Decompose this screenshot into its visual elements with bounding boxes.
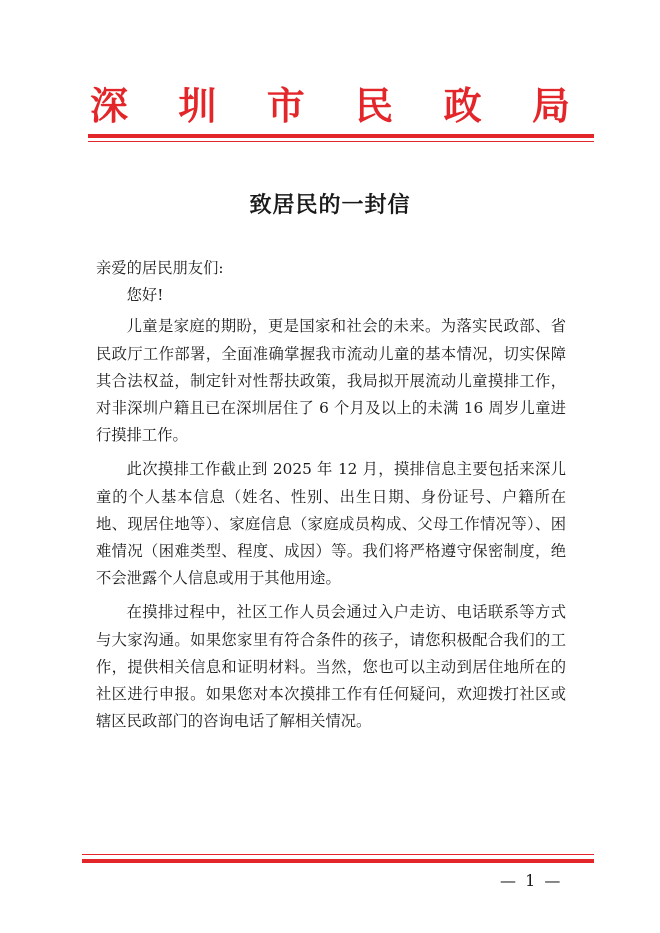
greeting: 您好!: [126, 286, 164, 305]
letter-title: 致居民的一封信: [249, 192, 411, 218]
letterhead-char: 民: [355, 83, 394, 128]
header-rule-thin: [88, 141, 594, 142]
paragraph: 在摸排过程中，社区工作人员会通过入户走访、电话联系等方式与大家沟通。如果您家里有符合条件的孩子，请您积极配合我们的工作，提供相关信息和证明材料。当然，您也可以主动到居住地所在的社区进行申报。如果您对本次摸排工作有任何疑问，欢迎拨打社区或辖区民政部门的咨询电话了解相关情况。: [96, 603, 566, 731]
header-rule-thick: [88, 134, 594, 138]
letterhead-char: 深: [90, 83, 129, 128]
letter-body: [96, 255, 566, 742]
page-number: — 1 —: [500, 871, 563, 890]
letterhead-char: 市: [266, 83, 305, 128]
letterhead: [90, 82, 570, 130]
letterhead-char: 圳: [178, 83, 217, 128]
letterhead-char: 局: [531, 83, 570, 128]
paragraph: 儿童是家庭的期盼，更是国家和社会的未来。为落实民政部、省民政厅工作部署，全面准确掌握我市流动儿童的基本情况，切实保障其合法权益，制定针对性帮扶政策，我局拟开展流动儿童摸排工作，对非深圳户籍且已在深圳居住了 6 个月及以上的未满 16 周岁儿童进行摸排工作。: [96, 317, 566, 445]
paragraph: 此次摸排工作截止到 2025 年 12 月，摸排信息主要包括来深儿童的个人基本信息（姓名、性别、出生日期、身份证号、户籍所在地、现居住地等）、家庭信息（家庭成员构成、父母工作情况等）、困难情况（困难类型、程度、成因）等。我们将严格遵守保密制度，绝不会泄露个人信息或用于其他用途。: [96, 460, 566, 588]
letterhead-char: 政: [443, 83, 482, 128]
footer-rule-thin: [82, 854, 594, 855]
footer-rule-thick: [82, 859, 594, 863]
salutation: 亲爱的居民朋友们:: [96, 259, 224, 277]
